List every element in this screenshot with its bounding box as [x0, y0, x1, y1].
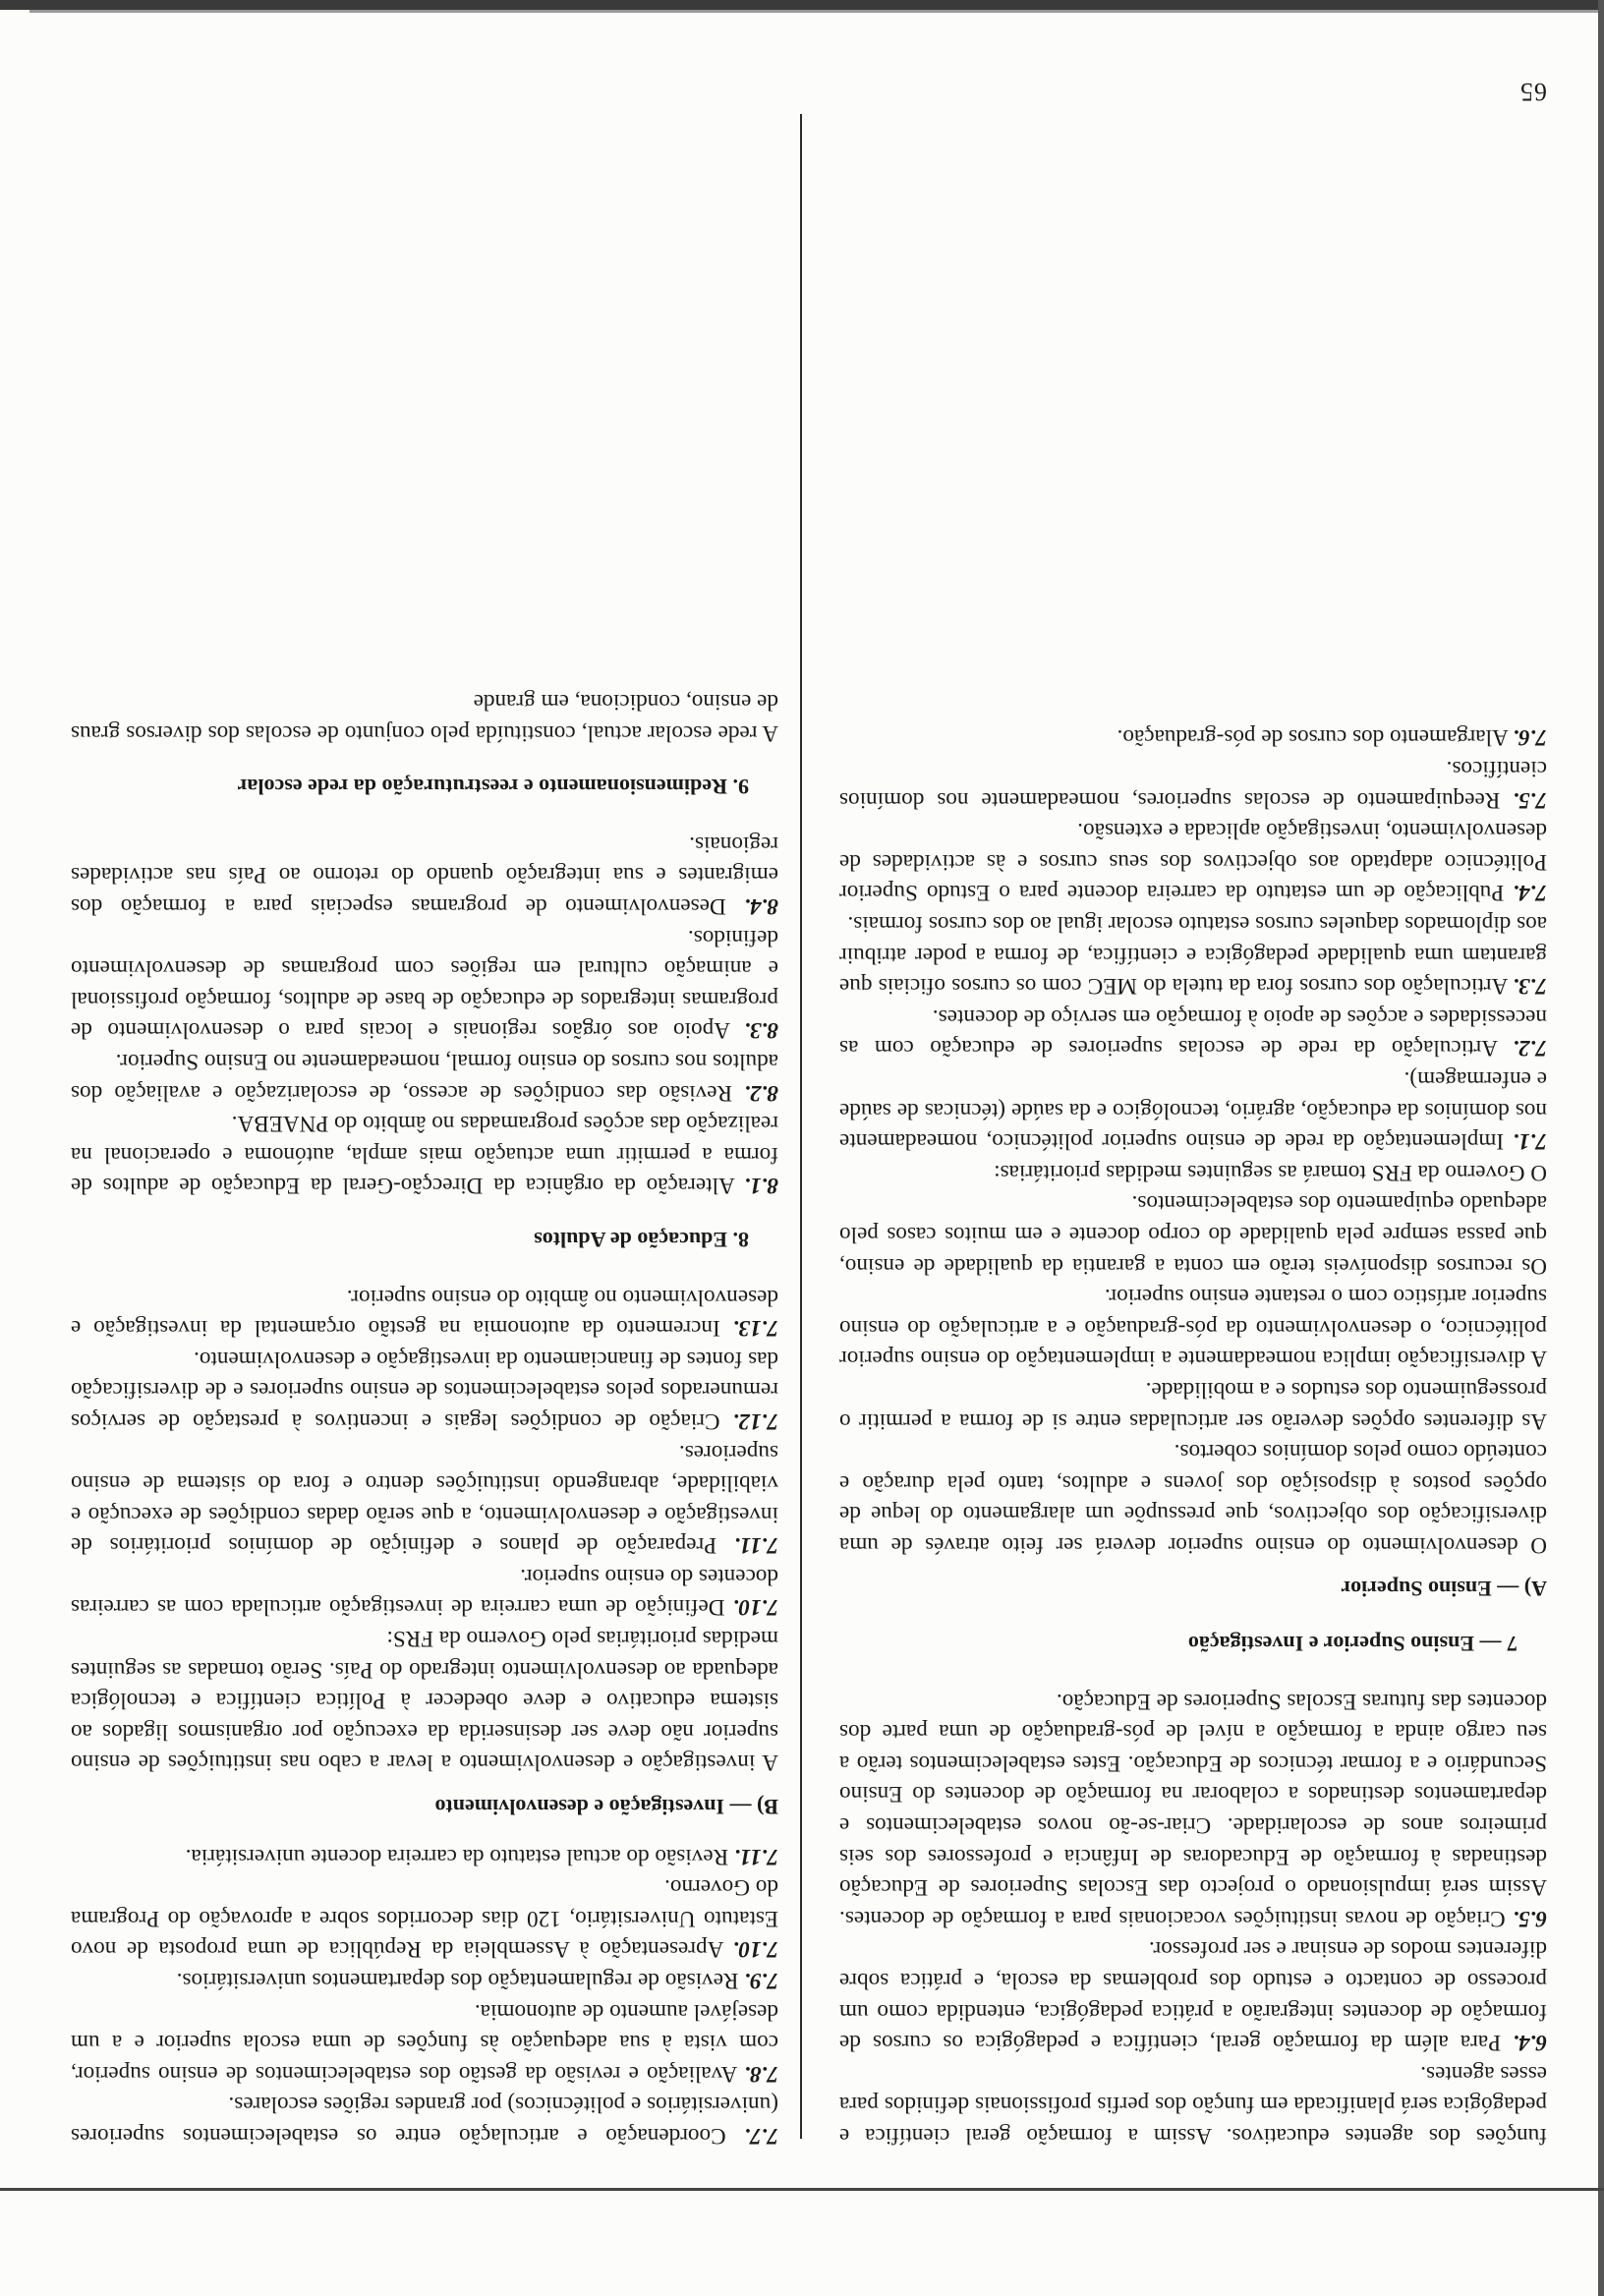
item-text: Para além da formação geral, científica e pedagógica os cursos de formação de docentes integrarão a prática pedagógica, entendida como um processo de contacto e estudo dos problemas da escola, e prática sobre diferentes modos de ensinar e ser professor. [839, 1936, 1547, 2056]
item-number: 7.7. [744, 2123, 778, 2149]
item-text: Avaliação e revisão da gestão dos estabelecimentos de ensino superior, com vista à sua adequação às funções de uma escola superior e a um desejável aumento de autonomia. [71, 1998, 778, 2087]
item-text: Coordenação e articulação entre os estabelecimentos superiores (universitários e politécnicos) por grandes regiões escolares. [71, 2092, 778, 2149]
numbered-item [71, 1436, 778, 1560]
paragraph: funções dos agentes educativos. Assim a formação geral científica e pedagógica será planificada em função dos perfis profissionais definidos para esses agentes. [839, 2060, 1547, 2149]
numbered-item [71, 1964, 778, 1995]
numbered-item [839, 1933, 1547, 2057]
section-heading: 8. Educação de Adultos [534, 1227, 749, 1252]
item-text: Alargamento dos cursos de pós-graduação. [1117, 724, 1514, 751]
item-text: Revisão das condições de acesso, de escolarização e avaliação dos adultos nos cursos do ensino formal, nomeadamente no Ensino Superior. [71, 1049, 778, 1106]
item-number: 7.11. [733, 1532, 778, 1559]
numbered-item [71, 828, 778, 921]
item-number: 7.13. [732, 1315, 778, 1342]
numbered-item [839, 815, 1547, 908]
numbered-item [839, 752, 1547, 814]
numbered-item [839, 721, 1547, 753]
paragraph: O Governo da FRS tomará as seguintes medidas prioritárias: [994, 1159, 1547, 1185]
numbered-item [839, 907, 1547, 1001]
item-number: 7.2. [1513, 1035, 1547, 1062]
paragraph: A investigação e desenvolvimento a levar a cabo nas instituições de ensino superior não deve ser desinserida da execução por organismos ligados ao sistema educativo e deve obedecer à Política científica e tecnológica adequada ao desenvolvimento integrado do País. Serão tomadas as seguintes medidas prioritárias pelo Governo da FRS: [71, 1626, 778, 1776]
paragraph: O desenvolvimento do ensino superior deverá ser feito através de uma diversificação dos objectivos, que pressupõe um alargamento do leque de opções postos à disposição dos jovens e adultos, tanto pela duração e conteúdo como pelos domínios cobertos. [839, 1439, 1547, 1558]
item-number: 7.10. [732, 1594, 778, 1621]
paragraph: A diversificação implica nomeadamente a implementação do ensino superior politécnico, o desenvolvimento da pós-graduação e a articulação do ensino superior artístico com o restante ensino superior. [839, 1284, 1547, 1372]
item-text: Apoio aos órgãos regionais e locais para o desenvolvimento de programas integrados de educação de base de adultos, formação profissional e animação cultural em regiões com programas de desenvolvimento definidos. [71, 924, 778, 1044]
paragraph: Os recursos disponíveis terão em conta a garantia da qualidade de ensino, que passa sempre pela qualidade do corpo docente e em muitos casos pelo adequado equipamento dos estabelecimentos. [839, 1190, 1547, 1279]
item-text: Definição de uma carreira de investigação articulada com as carreiras docentes do ensino superior. [71, 1563, 778, 1621]
item-number: 8.4. [744, 893, 778, 920]
item-text: Incremento da autonomia na gestão orçamental da investigação e desenvolvimento no âmbito do ensino superior. [71, 1284, 778, 1342]
item-number: 7.5. [1513, 786, 1547, 813]
column-divider [800, 114, 802, 2139]
subsection-heading: B) — Investigação e desenvolvimento [434, 1795, 778, 1820]
item-number: 7.10. [732, 1936, 778, 1963]
item-number: 8.3. [744, 1017, 778, 1044]
item-number: 7.4. [1513, 880, 1547, 906]
item-text: Apresentação à Assembleia da República de uma proposta de novo Estatuto Universitário, 120 dias decorridos sobre a aprovação do Programa do Governo. [71, 1874, 778, 1963]
numbered-item [71, 1560, 778, 1622]
numbered-item [839, 1001, 1547, 1062]
item-number: 7.8. [744, 2060, 778, 2087]
item-text: Publicação de um estatuto da carreira docente para o Estudo Superior Politécnico adaptado aos objectivos dos seus cursos e às actividades de desenvolvimento, investigação aplicada e extensão. [839, 818, 1547, 906]
item-text: Alteração da orgânica da Direcção-Geral da Educação de adultos de forma a permitir uma actuação mais ampla, autónoma e operacional na realização das acções programadas no âmbito do PNAEBA. [71, 1111, 778, 1199]
numbered-item [71, 1045, 778, 1107]
item-number: 7.1. [1513, 1128, 1547, 1155]
item-text: Desenvolvimento de programas especiais para a formação dos emigrantes e sua integração quando do retorno ao País nas actividades regionais. [71, 831, 778, 920]
item-number: 6.4. [1513, 2030, 1547, 2056]
paragraph: As diferentes opções deverão ser articuladas entre si de forma a permitir o prosseguimento dos estudos e a mobilidade. [839, 1376, 1547, 1434]
item-text: Preparação de planos e definição de domínios prioritários de investigação e desenvolvimento, a que serão dadas condições de execução e viabilidade, abrangendo instituições dentro e fora do sistema de ensino superiores. [71, 1439, 778, 1559]
section-heading: 7 — Ensino Superior e Investigação [1187, 1632, 1518, 1657]
item-number: 7.6. [1513, 724, 1547, 751]
item-number: 8.2. [744, 1079, 778, 1106]
item-number: 7.9. [744, 1968, 778, 1994]
item-text: Criação de condições legais e incentivos à prestação de serviços remunerados pelos estabelecimentos de ensino superiores e de diversificação das fontes de financiamento da investigação e desenvolvimento. [71, 1346, 778, 1434]
item-number: 7.11. [733, 1843, 778, 1869]
item-text: Reequipamento de escolas superiores, nomeadamente nos domínios científicos. [839, 756, 1547, 813]
paragraph: A rede escolar actual, constituída pelo conjunto de escolas dos diversos graus de ensino, condiciona, em grande [71, 689, 778, 746]
item-number: 7.3. [1513, 973, 1547, 1000]
numbered-item [839, 1685, 1547, 1933]
numbered-item [71, 1281, 778, 1343]
section-heading: 9. Redimensionamento e reestruturação da rede escolar [237, 775, 749, 800]
numbered-item [71, 1840, 778, 1871]
item-text: Criação de novas instituições vocacionais para a formação de docentes. Assim será impulsionado o projecto das Escolas Superiores de Educação destinadas à formação de Educadoras de Infância e professores dos seis primeiros anos de escolaridade. Criar-se-ão novos estabelecimentos e departamentos destinados a colaborar na formação de docentes do Ensino Secundário e a formar técnicos de Educação. Estes estabelecimentos terão a seu cargo ainda a formação a nível de pós-graduação de uma parte dos docentes das futuras Escolas Superiores de Educação. [839, 1688, 1547, 1931]
item-text: Revisão do actual estatuto da carreira docente universitária. [185, 1843, 734, 1869]
item-text: Revisão de regulamentação dos departamentos universitários. [176, 1968, 745, 1994]
numbered-item [71, 1108, 778, 1201]
numbered-item [71, 1871, 778, 1965]
numbered-item [71, 1343, 778, 1436]
item-number: 8.1. [744, 1173, 778, 1199]
item-text: Implementação da rede de ensino superior politécnico, nomeadamente nos domínios da educação, agrário, tecnológico e da saúde (técnicas de saúde e enfermagem). [839, 1066, 1547, 1155]
subsection-heading: A) — Ensino Superior [1341, 1577, 1547, 1602]
numbered-item [71, 2089, 778, 2151]
numbered-item [71, 1995, 778, 2089]
right-column [71, 685, 778, 2151]
page-number: 65 [1519, 78, 1547, 106]
item-number: 6.5. [1513, 1905, 1547, 1931]
item-text: Articulação dos cursos fora da tutela do MEC com os cursos oficiais que garantam uma qualidade pedagógica e científica, de forma a poder atribuir aos diplomados daqueles cursos estatuto escolar igual ao dos cursos formais. [839, 911, 1547, 1000]
numbered-item [71, 921, 778, 1045]
item-number: 7.12. [732, 1407, 778, 1434]
left-column [839, 721, 1547, 2151]
item-text: Articulação da rede de escolas superiores de educação com as necessidades e acções de apoio à formação em serviço de docentes. [839, 1004, 1547, 1062]
numbered-item [839, 1062, 1547, 1156]
